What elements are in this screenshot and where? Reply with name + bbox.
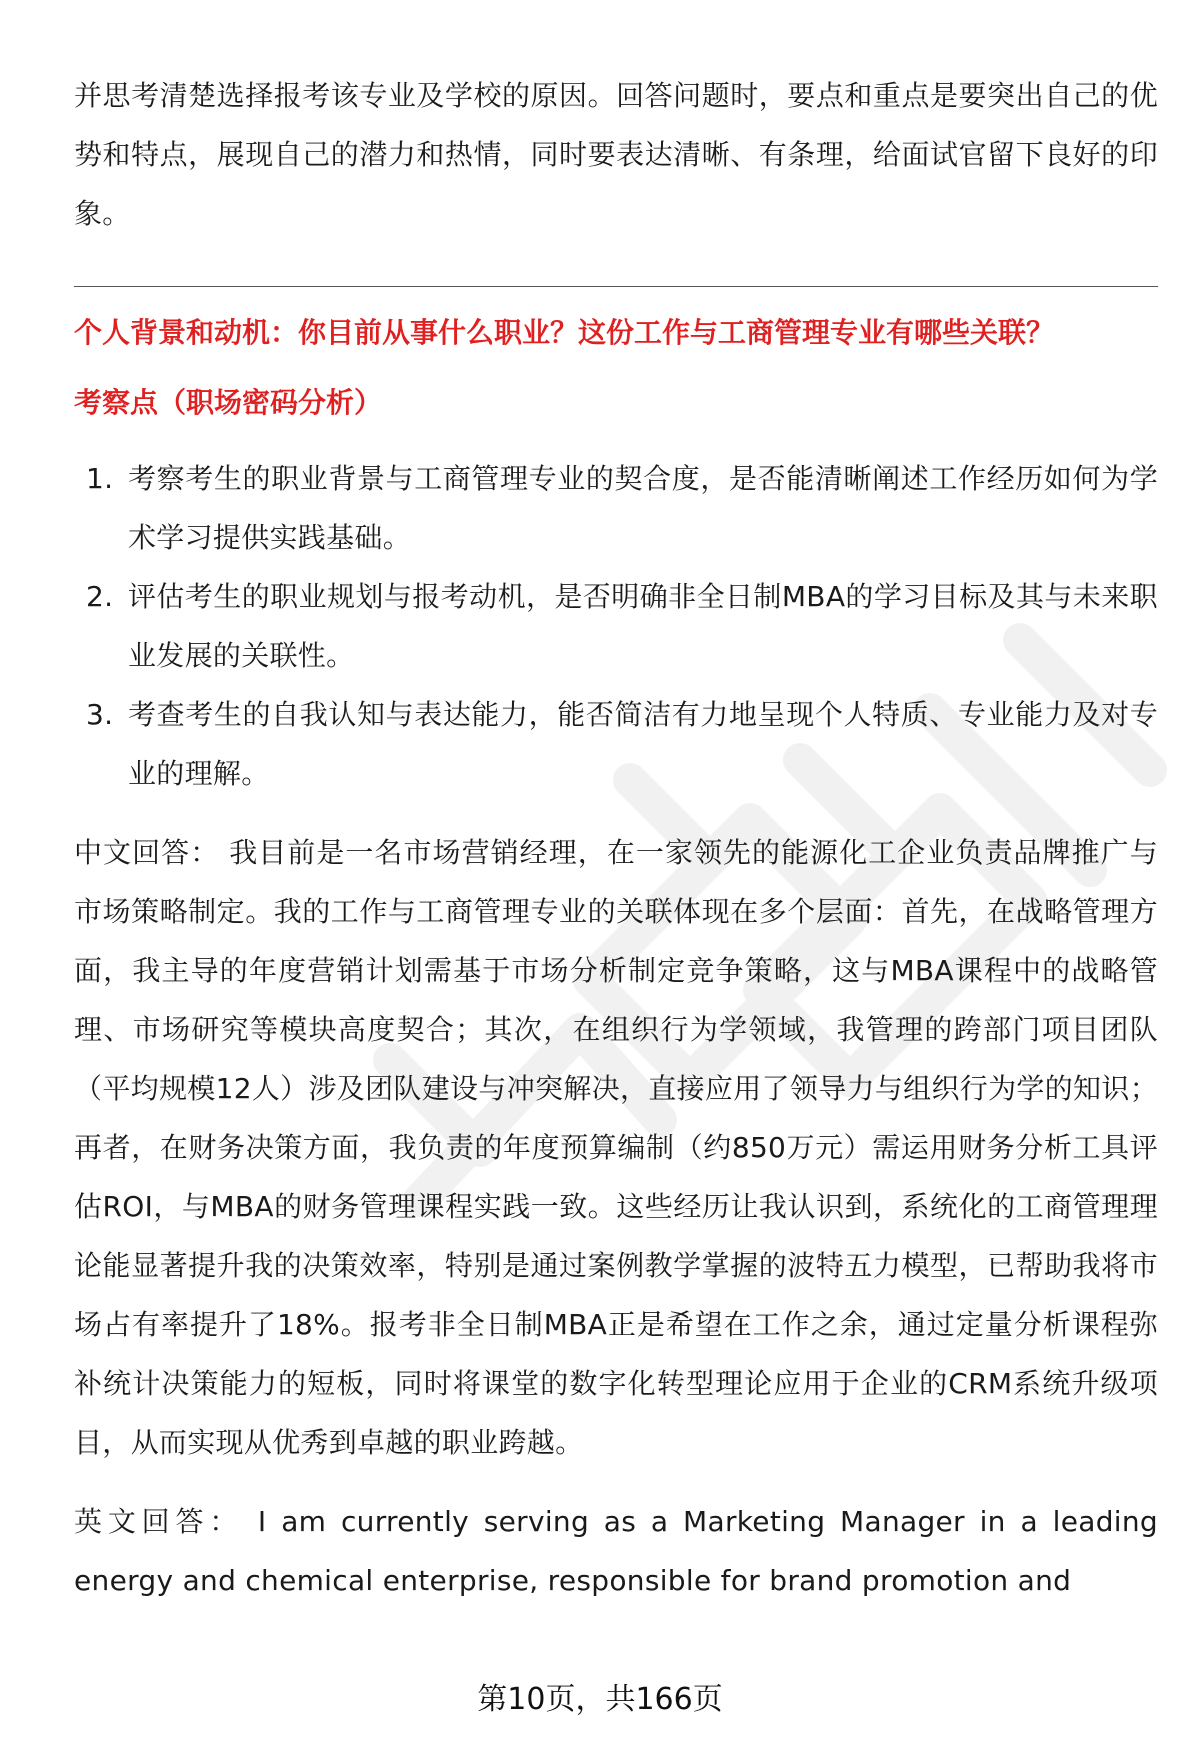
question-heading: 个人背景和动机：你目前从事什么职业？这份工作与工商管理专业有哪些关联？ <box>74 316 1055 349</box>
list-item <box>74 567 1158 685</box>
list-item-number: 3. <box>86 698 114 731</box>
list-item-text: 评估考生的职业规划与报考动机，是否明确非全日制MBA的学习目标及其与未来职业发展的关联性。 <box>128 580 1158 672</box>
list-item <box>74 449 1158 567</box>
list-item-number: 1. <box>86 462 114 495</box>
list-item-number: 2. <box>86 580 114 613</box>
document-page <box>74 66 1158 1610</box>
section-divider <box>74 286 1158 287</box>
chinese-answer: 中文回答： 我目前是一名市场营销经理，在一家领先的能源化工企业负责品牌推广与市场策略制定。我的工作与工商管理专业的关联体现在多个层面：首先，在战略管理方面，我主导的年度营销计划需基于市场分析制定竞争策略，这与MBA课程中的战略管理、市场研究等模块高度契合；其次，在组织行为学领域，我管理的跨部门项目团队（平均规模12人）涉及团队建设与冲突解决，直接应用了领导力与组织行为学的知识；再者，在财务决策方面，我负责的年度预算编制（约850万元）需运用财务分析工具评估ROI，与MBA的财务管理课程实践一致。这些经历让我认识到，系统化的工商管理理论能显著提升我的决策效率，特别是通过案例教学掌握的波特五力模型，已帮助我将市场占有率提升了18%。报考非全日制MBA正是希望在工作之余，通过定量分析课程弥补统计决策能力的短板，同时将课堂的数字化转型理论应用于企业的CRM系统升级项目，从而实现从优秀到卓越的职业跨越。 <box>74 836 1158 1459</box>
page-footer: 第10页，共166页 <box>477 1682 723 1717</box>
list-item-text: 考查考生的自我认知与表达能力，能否简洁有力地呈现个人特质、专业能力及对专业的理解。 <box>128 698 1158 790</box>
examination-heading: 考察点（职场密码分析） <box>74 386 383 419</box>
intro-paragraph: 并思考清楚选择报考该专业及学校的原因。回答问题时，要点和重点是要突出自己的优势和特点，展现自己的潜力和热情，同时要表达清晰、有条理，给面试官留下良好的印象。 <box>74 79 1158 230</box>
list-item-text: 考察考生的职业背景与工商管理专业的契合度，是否能清晰阐述工作经历如何为学术学习提供实践基础。 <box>128 462 1158 554</box>
examination-points-list <box>74 449 1158 803</box>
english-answer: 英文回答： I am currently serving as a Marketing Manager in a leading energy and chemical enterprise, responsible for brand promotion and <box>74 1505 1158 1597</box>
list-item <box>74 685 1158 803</box>
